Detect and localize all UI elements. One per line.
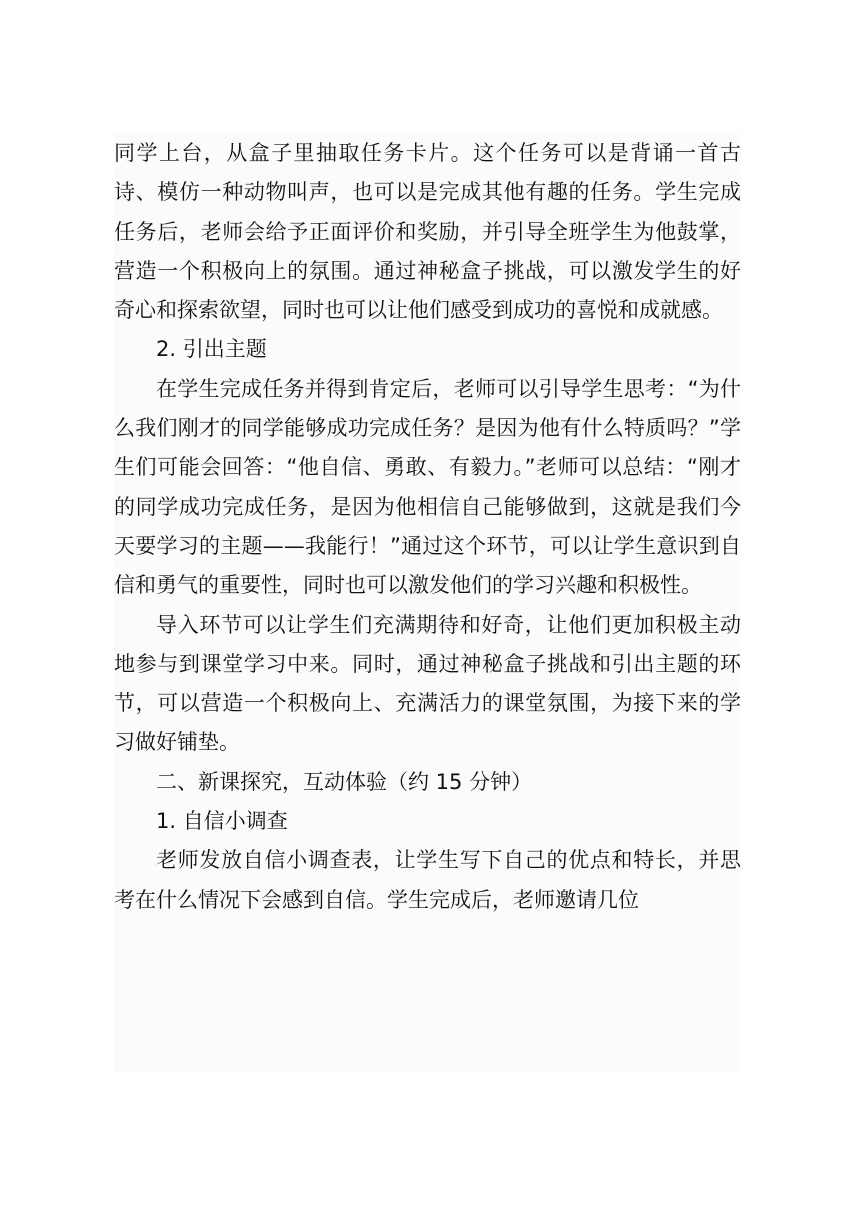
paragraph-guide-thinking: 在学生完成任务并得到肯定后，老师可以引导学生思考：“为什么我们刚才的同学能够成功完成任务？是因为他有什么特质吗？”学生们可能会回答：“他自信、勇敢、有毅力。”老师可以总结：“刚才的同学成功完成任务，是因为他相信自己能够做到，这就是我们今天要学习的主题——我能行！”通过这个环节，可以让学生意识到自信和勇气的重要性，同时也可以激发他们的学习兴趣和积极性。	[114, 376, 741, 598]
section-heading-new-lesson: 二、新课探究，互动体验（约 15 分钟）	[156, 769, 533, 794]
paragraph-continuation: 同学上台，从盒子里抽取任务卡片。这个任务可以是背诵一首古诗、模仿一种动物叫声，也可以是完成其他有趣的任务。学生完成任务后，老师会给予正面评价和奖励，并引导全班学生为他鼓掌，营造一个积极向上的氛围。通过神秘盒子挑战，可以激发学生的好奇心和探索欲望，同时也可以让他们感受到成功的喜悦和成就感。	[114, 141, 741, 323]
section-heading-introduce-theme: 2. 引出主题	[156, 337, 267, 362]
paragraph-intro-summary: 导入环节可以让学生们充满期待和好奇，让他们更加积极主动地参与到课堂学习中来。同时，通过神秘盒子挑战和引出主题的环节，可以营造一个积极向上、充满活力的课堂氛围，为接下来的学习做好铺垫。	[114, 612, 741, 755]
section-heading-confidence-survey: 1. 自信小调查	[156, 809, 288, 834]
document-body	[114, 134, 741, 920]
paragraph-survey-description: 老师发放自信小调查表，让学生写下自己的优点和特长，并思考在什么情况下会感到自信。学生完成后，老师邀请几位	[114, 848, 741, 912]
